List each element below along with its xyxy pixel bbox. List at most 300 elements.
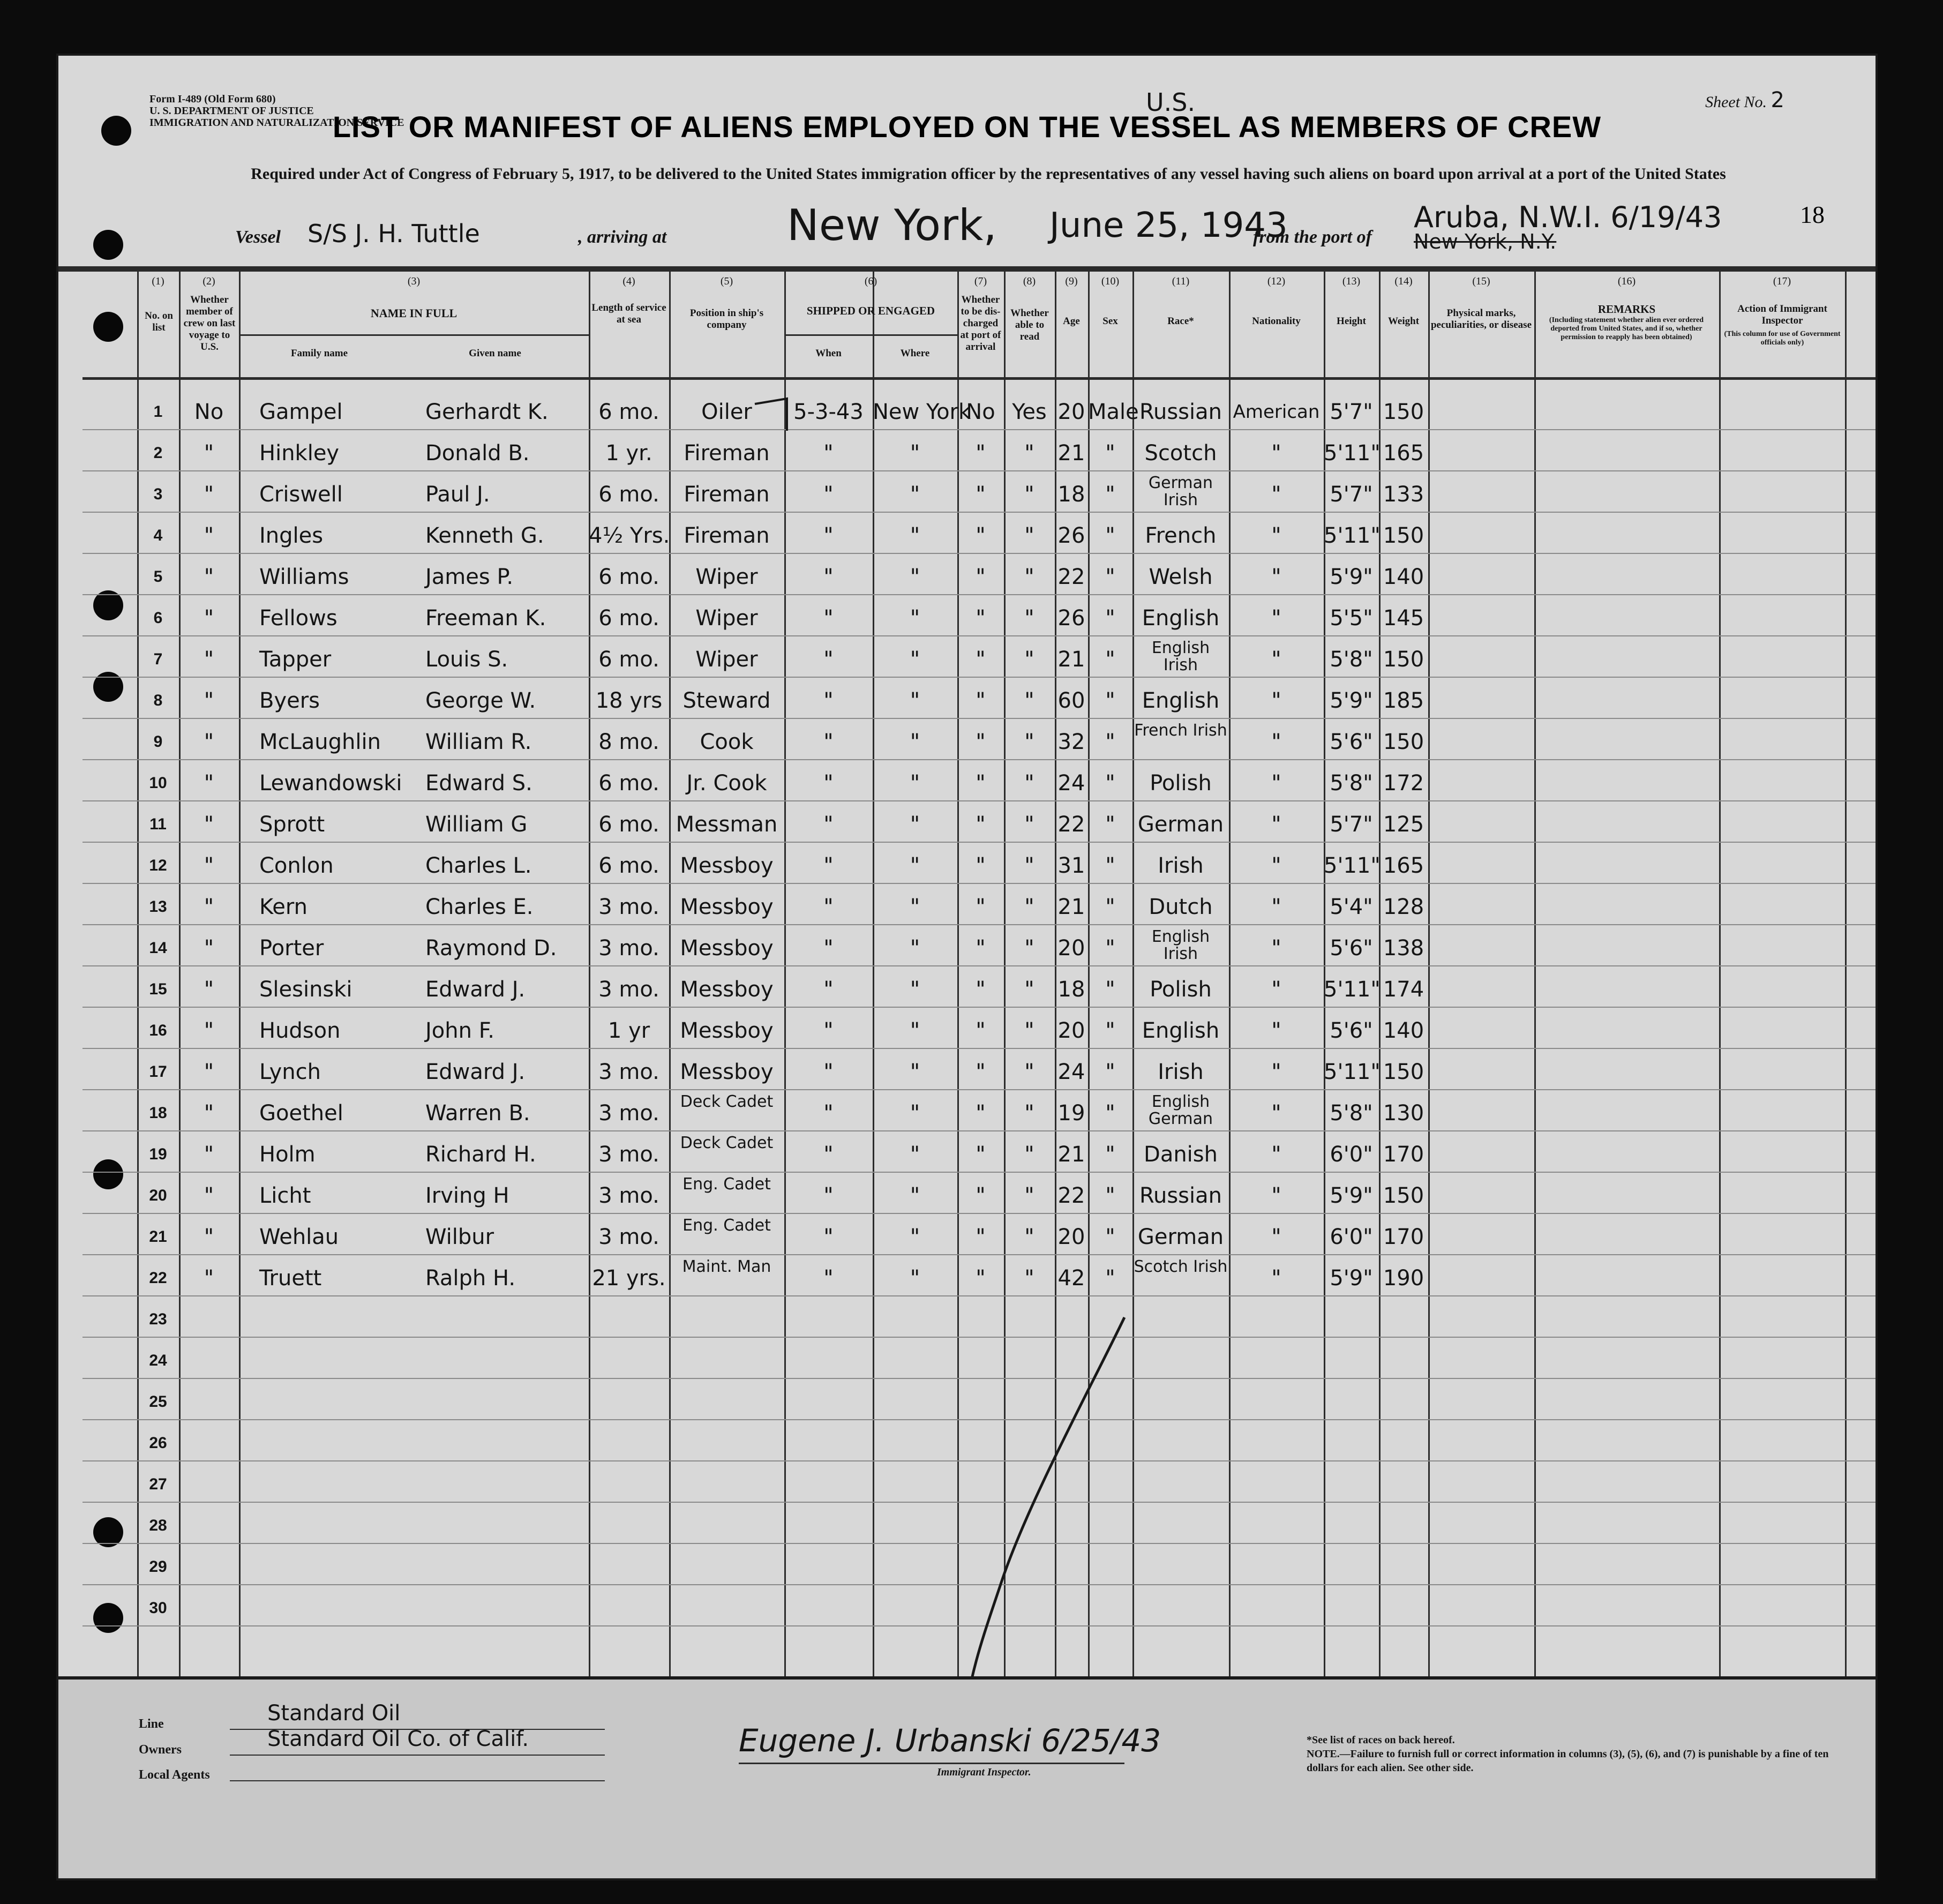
- cell-weight: 172: [1383, 771, 1424, 796]
- cell-given-name: William G: [425, 812, 528, 837]
- cell-no: 2: [153, 444, 163, 462]
- from-label: from the port of: [1253, 227, 1372, 247]
- cell-read: ": [1024, 1018, 1034, 1043]
- cell-service: 1 yr.: [605, 441, 652, 466]
- cell-family-name: Williams: [259, 565, 349, 589]
- cell-read: ": [1024, 482, 1034, 507]
- cell-race: German Irish: [1148, 474, 1213, 509]
- cell-age: 22: [1057, 1183, 1085, 1208]
- cell-no: 7: [153, 650, 163, 668]
- cell-nationality: ": [1271, 523, 1281, 548]
- cell-discharged: ": [976, 1266, 986, 1291]
- cell-no: 11: [149, 815, 167, 833]
- page-title: LIST OR MANIFEST OF ALIENS EMPLOYED ON THE VESSEL AS MEMBERS OF CREW: [332, 110, 1602, 144]
- cell-discharged: ": [976, 771, 986, 796]
- cell-where: ": [910, 565, 920, 589]
- cell-service: 18 yrs: [595, 688, 663, 713]
- col-num: (12): [1267, 275, 1286, 287]
- header-race: Race*: [1167, 316, 1194, 327]
- cell-sex: ": [1105, 1018, 1115, 1043]
- cell-given-name: Edward J.: [425, 977, 526, 1002]
- cell-race: Irish: [1158, 1060, 1204, 1084]
- cell-nationality: ": [1271, 771, 1281, 796]
- cell-service: 1 yr: [607, 1018, 650, 1043]
- cell-sex: ": [1105, 1225, 1115, 1249]
- cell-sex: ": [1105, 441, 1115, 466]
- inspector-signature: Eugene J. Urbanski 6/25/43: [739, 1722, 1161, 1759]
- cell-weight: 150: [1383, 523, 1424, 548]
- cell-when: ": [823, 1101, 834, 1126]
- cell-race: English Irish: [1151, 927, 1210, 963]
- cell-family-name: Lynch: [259, 1060, 321, 1084]
- cell-given-name: Edward S.: [425, 771, 532, 796]
- line-value: Standard Oil: [267, 1701, 401, 1726]
- cell-where: ": [910, 606, 920, 631]
- cell-service: 21 yrs.: [592, 1266, 666, 1291]
- arriving-label: , arriving at: [578, 227, 667, 247]
- cell-where: ": [910, 730, 920, 754]
- cell-prev-voyage: ": [204, 482, 214, 507]
- cell-given-name: Donald B.: [425, 441, 530, 466]
- col-num: (5): [720, 275, 733, 287]
- cell-read: ": [1024, 647, 1034, 672]
- cell-height: 5'11": [1324, 441, 1381, 466]
- cell-age: 20: [1057, 1225, 1085, 1249]
- cell-discharged: ": [976, 688, 986, 713]
- cell-nationality: ": [1271, 482, 1281, 507]
- cell-family-name: Criswell: [259, 482, 343, 507]
- arriving-port: New York,: [787, 200, 997, 250]
- cell-read: ": [1024, 1142, 1034, 1167]
- cell-when: ": [823, 523, 834, 548]
- cell-weight: 170: [1383, 1225, 1424, 1249]
- cell-service: 6 mo.: [598, 400, 659, 424]
- cell-age: 26: [1057, 606, 1085, 631]
- sheet-label: Sheet No.: [1705, 93, 1767, 111]
- cell-age: 20: [1057, 936, 1085, 961]
- cell-position: Eng. Cadet: [682, 1216, 771, 1235]
- cell-where: ": [910, 977, 920, 1002]
- cell-position: Jr. Cook: [686, 771, 767, 796]
- cell-where: ": [910, 647, 920, 672]
- cell-service: 3 mo.: [598, 1225, 659, 1249]
- cell-height: 5'8": [1330, 1101, 1373, 1126]
- cell-height: 5'9": [1330, 1266, 1373, 1291]
- cell-read: ": [1024, 1266, 1034, 1291]
- cell-weight: 150: [1383, 1060, 1424, 1084]
- cell-height: 5'6": [1330, 1018, 1373, 1043]
- cell-sex: ": [1105, 1266, 1115, 1291]
- header-where: Where: [900, 348, 930, 359]
- cell-service: 3 mo.: [598, 895, 659, 919]
- cell-position: Messman: [676, 812, 778, 837]
- cell-sex: ": [1105, 606, 1115, 631]
- cell-prev-voyage: ": [204, 1101, 214, 1126]
- cell-weight: 125: [1383, 812, 1424, 837]
- cell-height: 5'9": [1330, 688, 1373, 713]
- cell-no: 18: [149, 1104, 167, 1122]
- cell-sex: ": [1105, 565, 1115, 589]
- cell-age: 60: [1057, 688, 1085, 713]
- header-family-name: Family name: [290, 348, 348, 359]
- cell-age: 18: [1057, 977, 1085, 1002]
- cell-sex: ": [1105, 1060, 1115, 1084]
- cell-given-name: Charles L.: [425, 853, 532, 878]
- cell-family-name: Kern: [259, 895, 307, 919]
- cell-weight: 170: [1383, 1142, 1424, 1167]
- vessel-name: S/S J. H. Tuttle: [307, 219, 480, 248]
- cell-height: 6'0": [1330, 1225, 1373, 1249]
- cell-where: ": [910, 1018, 920, 1043]
- cell-when: ": [823, 936, 834, 961]
- arrival-date: June 25, 1943: [1049, 206, 1288, 245]
- col-num: (8): [1023, 275, 1036, 287]
- cell-height: 5'5": [1330, 606, 1373, 631]
- cell-read: ": [1024, 977, 1034, 1002]
- cell-no: 10: [149, 774, 167, 792]
- cell-read: ": [1024, 1060, 1034, 1084]
- cell-nationality: ": [1271, 1225, 1281, 1249]
- cell-discharged: No: [966, 400, 995, 424]
- cell-no: 14: [149, 939, 167, 957]
- cell-service: 4½ Yrs.: [589, 523, 670, 548]
- cell-no: 28: [149, 1517, 167, 1534]
- cell-family-name: Slesinski: [259, 977, 352, 1002]
- cell-weight: 190: [1383, 1266, 1424, 1291]
- cell-discharged: ": [976, 853, 986, 878]
- header-discharged: Whether to be dis-charged at port of arrival: [960, 294, 1001, 353]
- cell-family-name: Holm: [259, 1142, 316, 1167]
- cell-read: ": [1024, 1101, 1034, 1126]
- cell-prev-voyage: ": [204, 441, 214, 466]
- cell-given-name: John F.: [425, 1018, 494, 1043]
- cell-sex: ": [1105, 812, 1115, 837]
- cell-read: ": [1024, 523, 1034, 548]
- cell-no: 13: [149, 898, 167, 916]
- cell-family-name: Wehlau: [259, 1225, 339, 1249]
- cell-age: 24: [1057, 771, 1085, 796]
- cell-prev-voyage: ": [204, 523, 214, 548]
- owners-value: Standard Oil Co. of Calif.: [267, 1727, 529, 1751]
- cell-race: Welsh: [1149, 565, 1213, 589]
- cell-where: ": [910, 1266, 920, 1291]
- cell-given-name: George W.: [425, 688, 536, 713]
- col-num: (11): [1172, 275, 1190, 287]
- cell-given-name: Kenneth G.: [425, 523, 544, 548]
- cell-service: 6 mo.: [598, 812, 659, 837]
- cell-race: English: [1142, 606, 1220, 631]
- cell-race: Polish: [1150, 977, 1212, 1002]
- cell-weight: 150: [1383, 400, 1424, 424]
- cell-prev-voyage: No: [194, 400, 224, 424]
- cell-read: ": [1024, 771, 1034, 796]
- cell-sex: ": [1105, 1101, 1115, 1126]
- cell-given-name: Charles E.: [425, 895, 534, 919]
- cell-sex: Male: [1088, 400, 1139, 424]
- cell-read: ": [1024, 1225, 1034, 1249]
- cell-given-name: Richard H.: [425, 1142, 536, 1167]
- cell-nationality: ": [1271, 895, 1281, 919]
- cell-position: Deck Cadet: [680, 1134, 774, 1152]
- cell-where: ": [910, 1142, 920, 1167]
- header-weight: Weight: [1387, 316, 1420, 327]
- cell-height: 5'7": [1330, 482, 1373, 507]
- cell-discharged: ": [976, 1018, 986, 1043]
- cell-prev-voyage: ": [204, 647, 214, 672]
- cell-prev-voyage: ": [204, 606, 214, 631]
- us-mark: U.S.: [1146, 88, 1196, 117]
- cell-height: 5'9": [1330, 565, 1373, 589]
- cell-height: 5'9": [1330, 1183, 1373, 1208]
- cell-where: ": [910, 1225, 920, 1249]
- cell-discharged: ": [976, 606, 986, 631]
- cell-prev-voyage: ": [204, 812, 214, 837]
- cell-height: 5'8": [1330, 647, 1373, 672]
- cell-nationality: ": [1271, 1142, 1281, 1167]
- cell-read: ": [1024, 688, 1034, 713]
- cell-nationality: ": [1271, 606, 1281, 631]
- header-sex: Sex: [1102, 316, 1118, 327]
- col-num: (15): [1472, 275, 1490, 287]
- cell-age: 20: [1057, 400, 1085, 424]
- cell-race: Russian: [1139, 1183, 1222, 1208]
- cell-no: 1: [153, 403, 163, 421]
- cell-race: German: [1137, 812, 1224, 837]
- header-action-sub: (This column for use of Government officials only): [1724, 330, 1841, 347]
- cell-when: ": [823, 482, 834, 507]
- cell-weight: 140: [1383, 565, 1424, 589]
- cell-discharged: ": [976, 523, 986, 548]
- cell-no: 19: [149, 1145, 167, 1163]
- cell-discharged: ": [976, 1225, 986, 1249]
- cell-given-name: Edward J.: [425, 1060, 526, 1084]
- cell-no: 26: [149, 1434, 167, 1452]
- footer: [58, 1676, 1876, 1878]
- cell-age: 32: [1057, 730, 1085, 754]
- cell-height: 5'7": [1330, 400, 1373, 424]
- header-length-service: Length of service at sea: [591, 302, 666, 325]
- cell-given-name: Warren B.: [425, 1101, 530, 1126]
- form-id-line: Form I-489 (Old Form 680): [149, 93, 276, 105]
- cell-discharged: ": [976, 977, 986, 1002]
- cell-where: ": [910, 688, 920, 713]
- cell-when: ": [823, 895, 834, 919]
- cell-position: Fireman: [684, 482, 770, 507]
- cell-family-name: Truett: [259, 1266, 322, 1291]
- cell-prev-voyage: ": [204, 565, 214, 589]
- cell-family-name: Hudson: [259, 1018, 341, 1043]
- cell-race: English German: [1148, 1092, 1213, 1128]
- cell-age: 22: [1057, 812, 1085, 837]
- cell-service: 3 mo.: [598, 1101, 659, 1126]
- cell-sex: ": [1105, 688, 1115, 713]
- cell-no: 17: [149, 1063, 167, 1081]
- cell-position: Fireman: [684, 523, 770, 548]
- cell-race: Danish: [1144, 1142, 1218, 1167]
- cell-position: Eng. Cadet: [682, 1175, 771, 1194]
- cell-service: 3 mo.: [598, 936, 659, 961]
- cell-where: ": [910, 1101, 920, 1126]
- page-number: 18: [1800, 201, 1825, 228]
- cell-given-name: William R.: [425, 730, 532, 754]
- cell-weight: 150: [1383, 1183, 1424, 1208]
- signature-stroke: [58, 56, 1878, 1880]
- cell-service: 6 mo.: [598, 771, 659, 796]
- form-id-line: IMMIGRATION AND NATURALIZATION SERVICE: [149, 117, 404, 129]
- col-num: (3): [407, 275, 421, 287]
- cell-age: 21: [1057, 895, 1085, 919]
- footer-notes: [1307, 1733, 1842, 1775]
- cell-height: 5'8": [1330, 771, 1373, 796]
- cell-race: French Irish: [1134, 721, 1227, 740]
- cell-nationality: American: [1233, 401, 1320, 423]
- cell-nationality: ": [1271, 565, 1281, 589]
- cell-position: Oiler: [701, 400, 752, 424]
- header-remarks: REMARKS: [1597, 303, 1656, 316]
- cell-race: English Irish: [1151, 639, 1210, 674]
- cell-discharged: ": [976, 1101, 986, 1126]
- cell-height: 5'6": [1330, 936, 1373, 961]
- cell-prev-voyage: ": [204, 1142, 214, 1167]
- cell-position: Messboy: [680, 1060, 774, 1084]
- cell-when: ": [823, 606, 834, 631]
- cell-given-name: Raymond D.: [425, 936, 557, 961]
- cell-nationality: ": [1271, 977, 1281, 1002]
- cell-race: Dutch: [1149, 895, 1213, 919]
- agents-label: Local Agents: [139, 1768, 210, 1782]
- cell-service: 6 mo.: [598, 482, 659, 507]
- cell-when: ": [823, 1225, 834, 1249]
- cell-position: Steward: [682, 688, 771, 713]
- cell-position: Deck Cadet: [680, 1092, 774, 1111]
- owners-label: Owners: [139, 1743, 182, 1757]
- cell-discharged: ": [976, 1142, 986, 1167]
- cell-weight: 150: [1383, 730, 1424, 754]
- cell-service: 8 mo.: [598, 730, 659, 754]
- cell-race: French: [1145, 523, 1217, 548]
- cell-read: ": [1024, 441, 1034, 466]
- cell-when: 5-3-43: [793, 400, 864, 424]
- cell-no: 30: [149, 1599, 167, 1617]
- cell-discharged: ": [976, 1183, 986, 1208]
- cell-where: ": [910, 771, 920, 796]
- cell-sex: ": [1105, 853, 1115, 878]
- cell-given-name: Gerhardt K.: [425, 400, 549, 424]
- cell-sex: ": [1105, 482, 1115, 507]
- header-given-name: Given name: [469, 348, 521, 359]
- cell-position: Cook: [700, 730, 754, 754]
- cell-when: ": [823, 1266, 834, 1291]
- cell-height: 5'11": [1324, 977, 1381, 1002]
- header-action: Action of Immigrant Inspector: [1737, 303, 1827, 326]
- cell-height: 5'4": [1330, 895, 1373, 919]
- cell-family-name: Porter: [259, 936, 324, 961]
- cell-prev-voyage: ": [204, 688, 214, 713]
- cell-nationality: ": [1271, 853, 1281, 878]
- cell-height: 5'7": [1330, 812, 1373, 837]
- cell-position: Fireman: [684, 441, 770, 466]
- col-num: (16): [1617, 275, 1636, 287]
- cell-read: ": [1024, 1183, 1034, 1208]
- cell-position: Messboy: [680, 936, 774, 961]
- cell-race: Scotch Irish: [1134, 1257, 1228, 1276]
- cell-when: ": [823, 771, 834, 796]
- cell-discharged: ": [976, 441, 986, 466]
- vessel-label: Vessel: [235, 227, 281, 247]
- cell-weight: 133: [1383, 482, 1424, 507]
- cell-family-name: Ingles: [259, 523, 324, 548]
- cell-family-name: Byers: [259, 688, 320, 713]
- line-label: Line: [139, 1717, 164, 1731]
- cell-service: 3 mo.: [598, 977, 659, 1002]
- cell-weight: 128: [1383, 895, 1424, 919]
- cell-family-name: Lewandowski: [259, 771, 402, 796]
- cell-no: 12: [149, 857, 167, 874]
- header-physical: Physical marks, peculiarities, or disease: [1430, 308, 1532, 331]
- cell-family-name: Gampel: [259, 400, 343, 424]
- cell-age: 42: [1057, 1266, 1085, 1291]
- cell-discharged: ": [976, 1060, 986, 1084]
- cell-where: ": [910, 523, 920, 548]
- header-when: When: [815, 348, 842, 359]
- cell-read: ": [1024, 812, 1034, 837]
- cell-discharged: ": [976, 647, 986, 672]
- cell-when: ": [823, 647, 834, 672]
- cell-no: 5: [153, 568, 163, 586]
- cell-service: 6 mo.: [598, 647, 659, 672]
- cell-age: 19: [1057, 1101, 1085, 1126]
- cell-where: ": [910, 853, 920, 878]
- cell-weight: 145: [1383, 606, 1424, 631]
- header-no-on-list: No. on list: [145, 310, 173, 333]
- col-num: (7): [974, 275, 987, 287]
- cell-where: ": [910, 936, 920, 961]
- cell-prev-voyage: ": [204, 1060, 214, 1084]
- cell-service: 6 mo.: [598, 565, 659, 589]
- cell-position: Wiper: [695, 606, 758, 631]
- cell-where: New York: [873, 400, 971, 424]
- cell-service: 3 mo.: [598, 1060, 659, 1084]
- cell-sex: ": [1105, 895, 1115, 919]
- manifest-sheet: [56, 54, 1878, 1880]
- cell-race: Irish: [1158, 853, 1204, 878]
- cell-position: Messboy: [680, 977, 774, 1002]
- cell-age: 26: [1057, 523, 1085, 548]
- cell-prev-voyage: ": [204, 1266, 214, 1291]
- cell-where: ": [910, 482, 920, 507]
- cell-race: German: [1137, 1225, 1224, 1249]
- cell-prev-voyage: ": [204, 1018, 214, 1043]
- cell-no: 24: [149, 1352, 167, 1369]
- cell-height: 5'11": [1324, 853, 1381, 878]
- cell-prev-voyage: ": [204, 771, 214, 796]
- cell-nationality: ": [1271, 1101, 1281, 1126]
- cell-given-name: Wilbur: [425, 1225, 494, 1249]
- cell-age: 22: [1057, 565, 1085, 589]
- col-num: (9): [1065, 275, 1078, 287]
- cell-where: ": [910, 441, 920, 466]
- header-height: Height: [1337, 316, 1366, 327]
- cell-nationality: ": [1271, 812, 1281, 837]
- cell-discharged: ": [976, 730, 986, 754]
- col-num: (2): [202, 275, 215, 287]
- header-nationality: Nationality: [1252, 316, 1301, 327]
- cell-read: ": [1024, 895, 1034, 919]
- cell-given-name: Louis S.: [425, 647, 508, 672]
- cell-when: ": [823, 730, 834, 754]
- cell-age: 24: [1057, 1060, 1085, 1084]
- cell-where: ": [910, 1060, 920, 1084]
